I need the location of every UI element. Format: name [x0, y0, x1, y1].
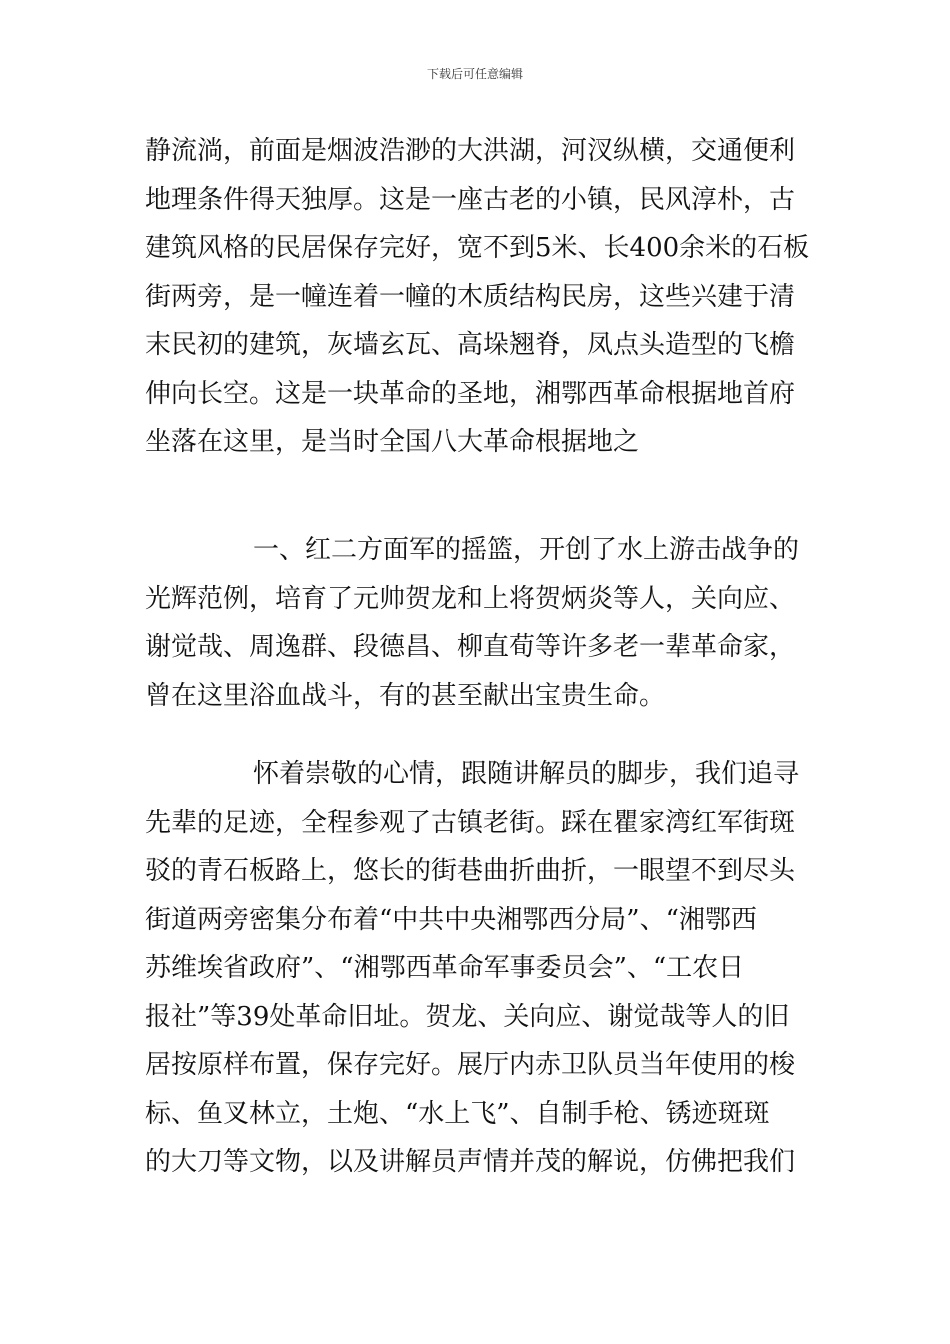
- page-header: 下载后可任意编辑: [426, 67, 523, 81]
- text-line: 的大刀等文物，以及讲解员声情并茂的解说，仿佛把我们: [145, 1147, 796, 1177]
- text-line: 谢觉哉、周逸群、段德昌、柳直荀等许多老一辈革命家，: [145, 632, 796, 662]
- text-line: 曾在这里浴血战斗，有的甚至献出宝贵生命。: [145, 680, 666, 711]
- text-line: 街道两旁密集分布着“中共中央湘鄂西分局”、“湘鄂西: [145, 904, 757, 935]
- text-line: 标、鱼叉林立，土炮、“水上飞”、自制手枪、锈迹斑斑: [145, 1098, 770, 1129]
- paragraph-red-army: [145, 526, 815, 720]
- text-line: 报社”等39处革命旧址。贺龙、关向应、谢觉哉等人的旧: [145, 1001, 790, 1032]
- text-line: 静流淌，前面是烟波浩渺的大洪湖，河汊纵横，交通便利: [145, 136, 796, 166]
- text-line: 光辉范例，培育了元帅贺龙和上将贺炳炎等人，关向应、: [145, 583, 796, 614]
- text-line: 街两旁，是一幢连着一幢的木质结构民房，这些兴建于清: [145, 281, 796, 312]
- paragraph-continuation: [145, 127, 815, 467]
- text-line: 先辈的足迹，全程参观了古镇老街。踩在瞿家湾红军街斑: [145, 807, 796, 838]
- text-line: 地理条件得天独厚。这是一座古老的小镇，民风淳朴，古: [145, 184, 796, 215]
- text-line: 建筑风格的民居保存完好，宽不到5米、长400余米的石板: [145, 233, 810, 263]
- paragraph-visit: [145, 750, 815, 1187]
- text-line: 坐落在这里，是当时全国八大革命根据地之: [145, 427, 640, 457]
- text-line: 末民初的建筑，灰墙玄瓦、高垛翘脊，凤点头造型的飞檐: [145, 330, 796, 360]
- text-line: 伸向长空。这是一块革命的圣地，湘鄂西革命根据地首府: [145, 378, 796, 409]
- text-line: 驳的青石板路上，悠长的街巷曲折曲折，一眼望不到尽头: [145, 856, 796, 886]
- text-line: 居按原样布置，保存完好。展厅内赤卫队员当年使用的梭: [145, 1050, 796, 1080]
- text-line: 怀着崇敬的心情，跟随讲解员的脚步，我们追寻: [253, 759, 800, 789]
- text-line: 苏维埃省政府”、“湘鄂西革命军事委员会”、“工农日: [145, 953, 745, 983]
- text-line: 一、红二方面军的摇篮，开创了水上游击战争的: [253, 535, 800, 565]
